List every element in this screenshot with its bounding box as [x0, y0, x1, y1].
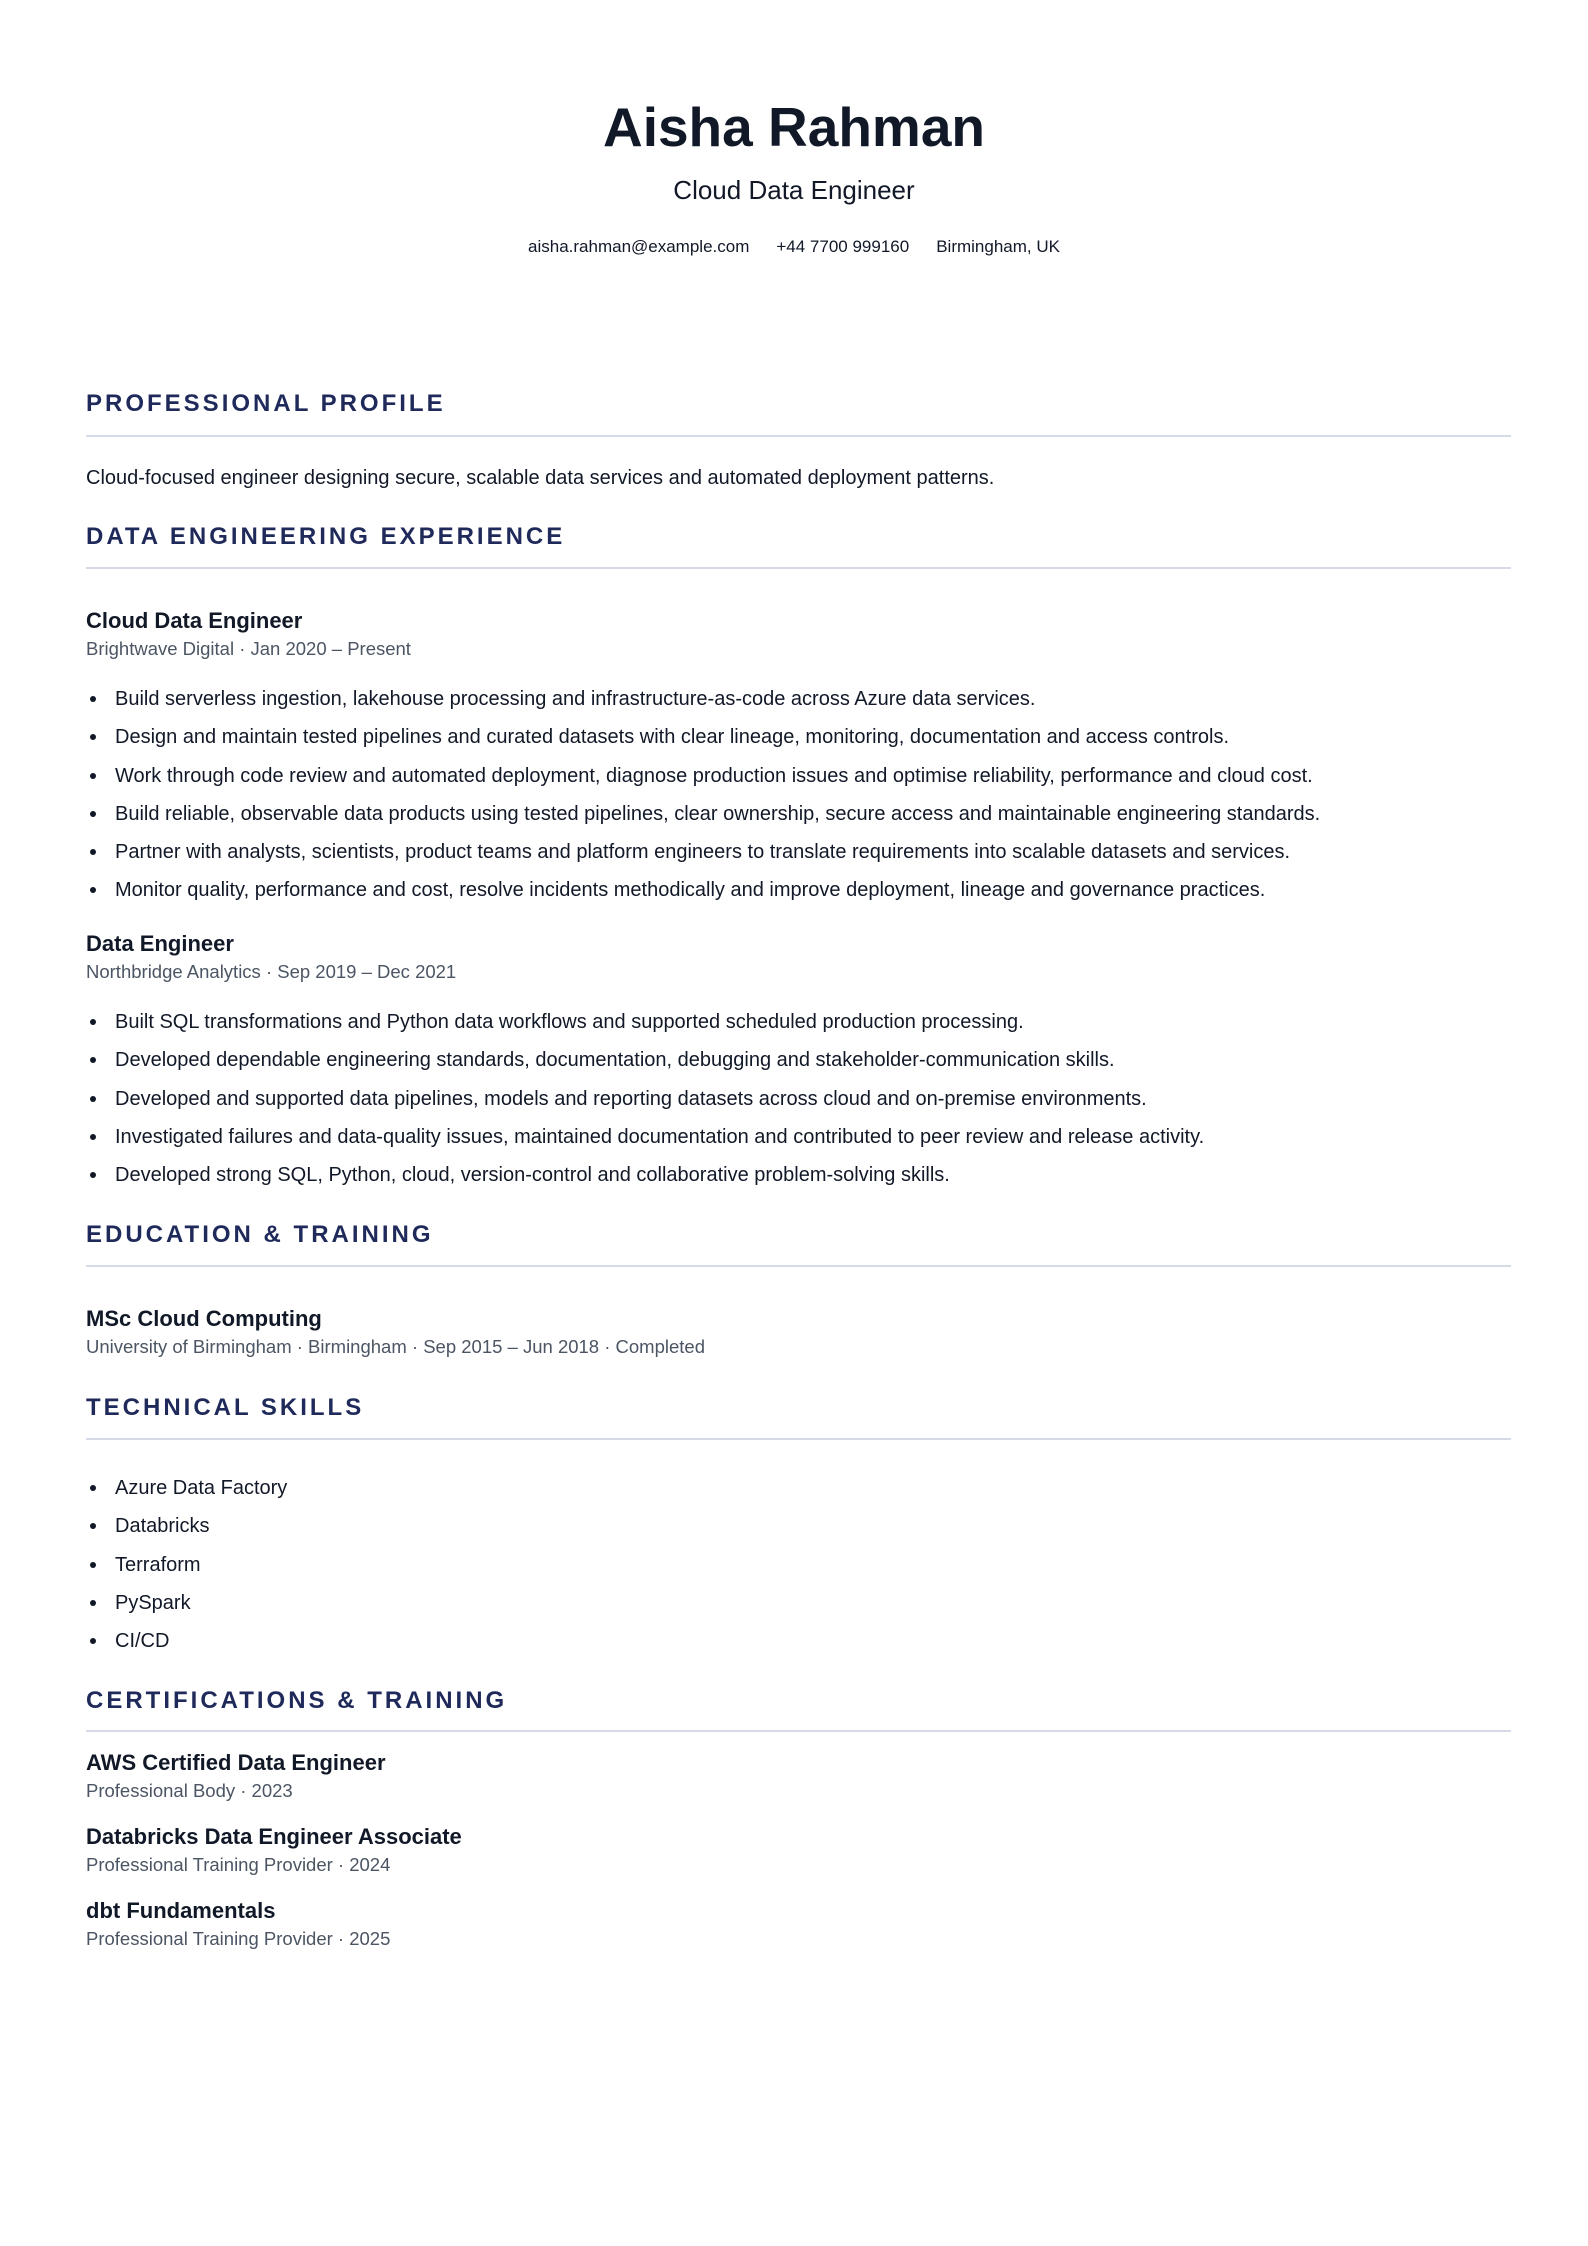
skills-list [86, 1469, 287, 1660]
skill-item: Azure Data Factory [86, 1469, 287, 1507]
list-item: Partner with analysts, scientists, product teams and platform engineers to translate requirements into scalable datasets and services. [86, 833, 1320, 871]
list-item: Built SQL transformations and Python data workflows and supported scheduled production processing. [86, 1003, 1204, 1041]
list-item: Developed dependable engineering standards, documentation, debugging and stakeholder-communication skills. [86, 1041, 1204, 1079]
list-item: Investigated failures and data-quality issues, maintained documentation and contributed to peer review and release activity. [86, 1118, 1204, 1156]
job-meta: Northbridge Analytics · Sep 2019 – Dec 2021 [86, 961, 457, 982]
list-item: Developed and supported data pipelines, models and reporting datasets across cloud and on-premise environments. [86, 1080, 1204, 1118]
candidate-name: Aisha Rahman [602, 96, 986, 158]
contact-line [0, 235, 1588, 259]
skill-item: Terraform [86, 1546, 287, 1584]
contact-phone: +44 7700 999160 [776, 237, 910, 256]
list-item: Developed strong SQL, Python, cloud, version-control and collaborative problem-solving skills. [86, 1156, 1204, 1194]
certification-meta: Professional Training Provider · 2025 [86, 1928, 391, 1949]
section-divider [86, 1438, 1511, 1440]
job-bullets [86, 1003, 1204, 1194]
certification-meta: Professional Body · 2023 [86, 1780, 293, 1801]
education-meta: University of Birmingham · Birmingham · Sep 2015 – Jun 2018 · Completed [86, 1336, 706, 1357]
section-divider [86, 1265, 1511, 1267]
skill-item: Databricks [86, 1507, 287, 1545]
job-meta: Brightwave Digital · Jan 2020 – Present [86, 638, 411, 659]
profile-summary: Cloud-focused engineer designing secure, scalable data services and automated deployment patterns. [86, 467, 995, 489]
skill-item: CI/CD [86, 1622, 287, 1660]
education-title: MSc Cloud Computing [86, 1306, 322, 1331]
certification-title: Databricks Data Engineer Associate [86, 1824, 462, 1849]
section-heading-profile: PROFESSIONAL PROFILE [86, 390, 446, 417]
job-title: Data Engineer [86, 931, 234, 956]
list-item: Build reliable, observable data products using tested pipelines, clear ownership, secure access and maintainable engineering standards. [86, 795, 1320, 833]
section-heading-certifications: CERTIFICATIONS & TRAINING [86, 1687, 508, 1714]
certification-meta: Professional Training Provider · 2024 [86, 1854, 391, 1875]
candidate-title: Cloud Data Engineer [673, 175, 915, 205]
job-title: Cloud Data Engineer [86, 608, 303, 633]
section-divider [86, 435, 1511, 437]
contact-email: aisha.rahman@example.com [528, 237, 750, 256]
list-item: Design and maintain tested pipelines and curated datasets with clear lineage, monitoring, documentation and access controls. [86, 718, 1320, 756]
section-heading-skills: TECHNICAL SKILLS [86, 1394, 365, 1421]
list-item: Monitor quality, performance and cost, resolve incidents methodically and improve deployment, lineage and governance practices. [86, 871, 1320, 909]
list-item: Work through code review and automated deployment, diagnose production issues and optimise reliability, performance and cloud cost. [86, 757, 1320, 795]
certification-title: dbt Fundamentals [86, 1898, 276, 1923]
job-bullets [86, 680, 1320, 910]
contact-location: Birmingham, UK [936, 237, 1060, 256]
certification-title: AWS Certified Data Engineer [86, 1750, 386, 1775]
section-heading-experience: DATA ENGINEERING EXPERIENCE [86, 523, 566, 550]
list-item: Build serverless ingestion, lakehouse processing and infrastructure-as-code across Azure data services. [86, 680, 1320, 718]
section-divider [86, 567, 1511, 569]
section-divider [86, 1730, 1511, 1732]
skill-item: PySpark [86, 1584, 287, 1622]
section-heading-education: EDUCATION & TRAINING [86, 1221, 434, 1248]
